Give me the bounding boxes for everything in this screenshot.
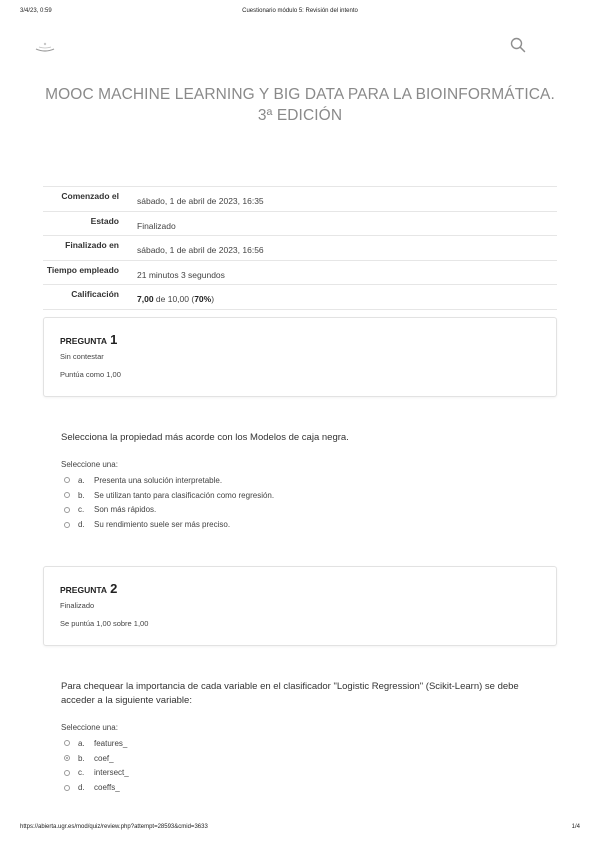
- answer-letter: a.: [78, 475, 85, 485]
- question-text: Selecciona la propiedad más acorde con los Modelos de caja negra.: [61, 432, 349, 443]
- grade-score: 7,00: [137, 294, 154, 304]
- answer-letter: d.: [78, 520, 85, 530]
- question-state: Finalizado: [60, 601, 95, 610]
- answer-text: coef_: [94, 753, 114, 763]
- answer-text: coeffs_: [94, 783, 120, 793]
- question-info-1: [43, 317, 557, 397]
- answer-text: features_: [94, 738, 128, 748]
- summary-row-time-taken: [43, 260, 557, 285]
- question-label: PREGUNTA: [60, 336, 108, 346]
- answer-option[interactable]: [64, 751, 129, 766]
- radio-button[interactable]: [64, 492, 70, 498]
- answer-text: intersect_: [94, 768, 129, 778]
- answer-option[interactable]: [64, 488, 274, 503]
- question-number-value: 1: [110, 332, 118, 347]
- answer-option[interactable]: [64, 766, 129, 781]
- summary-label: Estado: [90, 215, 119, 226]
- radio-button[interactable]: [64, 507, 70, 513]
- summary-label: Calificación: [71, 289, 119, 299]
- course-title: MOOC MACHINE LEARNING Y BIG DATA PARA LA BIOINFORMÁTICA. 3ª EDICIÓN: [45, 86, 555, 124]
- radio-button-selected[interactable]: [64, 755, 70, 761]
- print-url: https://abierta.ugr.es/mod/quiz/review.php?attempt=28593&cmid=3633: [20, 824, 208, 830]
- answer-letter: b.: [78, 753, 85, 763]
- answer-text: Su rendimiento suele ser más preciso.: [94, 520, 231, 530]
- summary-row-grade: [43, 285, 557, 310]
- print-datetime: 3/4/23, 0:59: [20, 8, 52, 14]
- radio-button[interactable]: [64, 522, 70, 528]
- question-number-value: 2: [110, 581, 118, 596]
- answer-option[interactable]: [64, 473, 274, 488]
- answer-text: Son más rápidos.: [94, 505, 157, 515]
- print-footer: [20, 824, 580, 836]
- answer-option[interactable]: [64, 517, 274, 532]
- question-state: Sin contestar: [60, 352, 104, 361]
- answer-option[interactable]: [64, 736, 129, 751]
- question-number: [60, 581, 117, 596]
- summary-value: sábado, 1 de abril de 2023, 16:35: [137, 196, 264, 206]
- answer-list: [64, 736, 129, 795]
- answer-text: Presenta una solución interpretable.: [94, 475, 223, 485]
- summary-row-finished: [43, 236, 557, 261]
- attempt-summary-table: [43, 186, 557, 310]
- summary-value: Finalizado: [137, 220, 176, 231]
- radio-button[interactable]: [64, 477, 70, 483]
- question-number: [60, 332, 117, 347]
- answer-letter: a.: [78, 738, 85, 748]
- question-text: Para chequear la importancia de cada variable en el clasificador "Logistic Regression" (Scikit-Learn) se debe acceder a la siguiente variable:: [61, 681, 519, 706]
- summary-value: sábado, 1 de abril de 2023, 16:56: [137, 245, 264, 255]
- answer-option[interactable]: [64, 503, 274, 518]
- question-info-2: [43, 566, 557, 646]
- question-grade: Se puntúa 1,00 sobre 1,00: [60, 619, 149, 628]
- grade-rest: de 10,00 (: [153, 294, 195, 304]
- answer-letter: c.: [78, 768, 85, 778]
- question-grade: Puntúa como 1,00: [60, 370, 121, 379]
- print-page-count: 1/4: [571, 824, 580, 830]
- answer-list: [64, 473, 274, 532]
- answer-letter: b.: [78, 490, 85, 500]
- answer-letter: c.: [78, 505, 85, 515]
- answer-letter: d.: [78, 783, 85, 793]
- answer-prompt: Seleccione una:: [61, 723, 118, 732]
- answer-option[interactable]: [64, 780, 129, 795]
- summary-label: Finalizado en: [65, 240, 119, 250]
- radio-button[interactable]: [64, 785, 70, 791]
- ugr-logo-icon[interactable]: [34, 40, 56, 54]
- radio-button[interactable]: [64, 770, 70, 776]
- summary-label: Comenzado el: [61, 191, 119, 201]
- grade-value: [127, 285, 557, 310]
- print-header: [20, 8, 580, 20]
- summary-row-state: [43, 211, 557, 236]
- print-page-title: Cuestionario módulo 5: Revisión del intento: [242, 8, 358, 14]
- grade-close: ): [211, 294, 215, 304]
- answer-prompt: Seleccione una:: [61, 460, 118, 469]
- summary-label: Tiempo empleado: [46, 264, 119, 275]
- summary-row-started: [43, 187, 557, 212]
- search-icon[interactable]: [510, 37, 526, 53]
- question-label: PREGUNTA: [60, 585, 108, 595]
- summary-value: 21 minutos 3 segundos: [137, 269, 225, 280]
- answer-text: Se utilizan tanto para clasificación como regresión.: [94, 490, 275, 500]
- radio-button[interactable]: [64, 740, 70, 746]
- grade-percent: 70%: [194, 294, 212, 304]
